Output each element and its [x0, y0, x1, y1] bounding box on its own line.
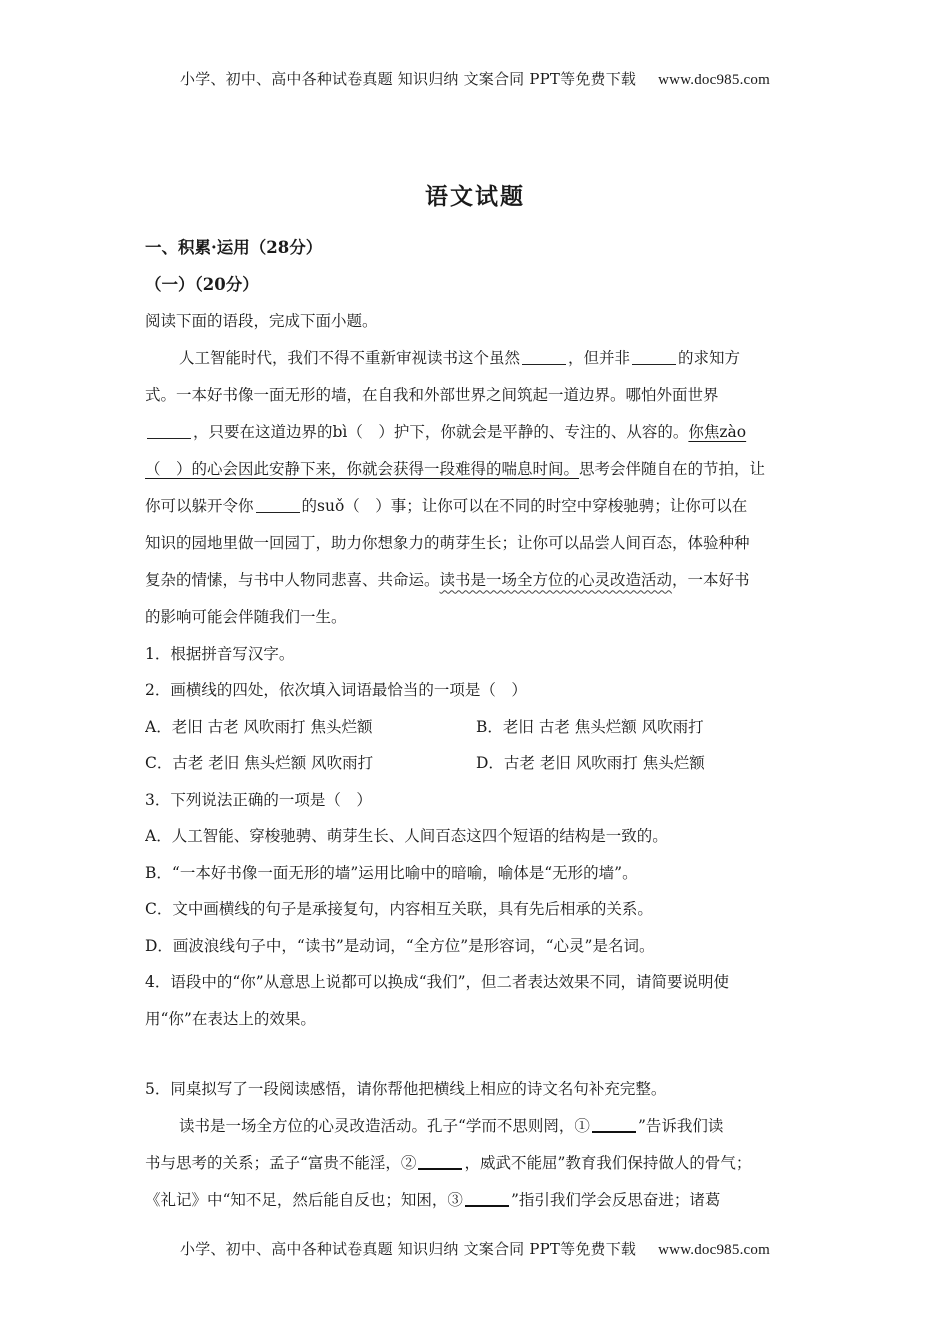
- passage-text: 思考会伴随自在的节拍，让: [579, 459, 766, 478]
- passage-text: ，但并非: [568, 348, 631, 367]
- passage-text: 复杂的情愫，与书中人物同悲喜、共命运。: [145, 570, 440, 589]
- blank-1: [522, 346, 566, 365]
- question-1: 1．根据拼音写汉字。: [145, 644, 295, 663]
- passage-line-1: [145, 340, 807, 377]
- question-3: 3．下列说法正确的一项是（ ）: [145, 790, 372, 809]
- passage-text: 的suǒ（ ）事；让你可以在不同的时空中穿梭驰骋；让你可以在: [301, 496, 748, 515]
- page-header: [0, 68, 950, 89]
- passage-text: 的求知方: [678, 348, 741, 367]
- passage-line-2: 式。一本好书像一面无形的墙，在自我和外部世界之间筑起一道边界。哪怕外面世界: [145, 385, 719, 404]
- question-2: 2．画横线的四处，依次填入词语最恰当的一项是（ ）: [145, 681, 527, 699]
- question-2-options-row-2: [145, 745, 807, 782]
- footer-site: www.doc985.com: [658, 1242, 770, 1258]
- footer-text: 小学、初中、高中各种试卷真题 知识归纳 文案合同 PPT等免费下载: [180, 1240, 637, 1258]
- passage-line-7: [145, 562, 807, 599]
- option-d: D．画波浪线句子中，“读书”是动词，“全方位”是形容词，“心灵”是名词。: [145, 936, 655, 955]
- option-a: A．老旧 古老 风吹雨打 焦头烂额: [145, 717, 373, 736]
- blank-4: [256, 494, 300, 513]
- wavy-sentence: 读书是一场全方位的心灵改造活动: [439, 570, 673, 589]
- fill-blank-2[interactable]: [418, 1150, 462, 1170]
- option-b: B．老旧 古老 焦头烂额 风吹雨打: [476, 717, 704, 736]
- exam-content: [145, 230, 807, 1219]
- passage-line-8: 的影响可能会伴随我们一生。: [145, 607, 347, 626]
- question-5: 5．同桌拟写了一段阅读感悟，请你帮他把横线上相应的诗文名句补充完整。: [145, 1080, 667, 1098]
- blank-3: [147, 420, 191, 439]
- page-footer: [0, 1238, 950, 1259]
- passage-line-6: 知识的园地里做一回园丁，助力你想象力的萌芽生长；让你可以品尝人间百态，体验种种: [145, 533, 750, 552]
- fill-blank-1[interactable]: [592, 1113, 636, 1133]
- passage-text: 人工智能时代，我们不得不重新审视读书这个虽然: [179, 348, 521, 367]
- passage-line-5: [145, 488, 807, 525]
- underlined-sentence: （ ）的心会因此安静下来，你就会获得一段难得的喘息时间。: [145, 459, 580, 478]
- question-text: 《礼记》中“知不足，然后能自反也；知困，③: [145, 1190, 463, 1209]
- option-a: A．人工智能、穿梭驰骋、萌芽生长、人间百态这四个短语的结构是一致的。: [145, 827, 668, 845]
- question-2-options-row-1: [145, 709, 807, 746]
- header-text: 小学、初中、高中各种试卷真题 知识归纳 文案合同 PPT等免费下载: [180, 70, 637, 88]
- option-c: C．古老 老旧 焦头烂额 风吹雨打: [145, 754, 374, 772]
- answer-space: [145, 1037, 807, 1071]
- section-heading: 一、积累·运用（28分）: [145, 238, 323, 257]
- option-b: B．“一本好书像一面无形的墙”运用比喻中的暗喻，喻体是“无形的墙”。: [145, 863, 638, 882]
- question-4: 4．语段中的“你”从意思上说都可以换成“我们”，但二者表达效果不同，请简要说明使: [145, 973, 730, 991]
- passage-text: 你可以躲开令你: [145, 496, 254, 515]
- page-title: 语文试题: [425, 183, 525, 210]
- header-site: www.doc985.com: [658, 72, 770, 88]
- passage-text: ，只要在这道边界的bì（ ）护下，你就会是平静的、专注的、从容的。: [193, 422, 689, 441]
- question-5-line-1: [145, 1108, 807, 1145]
- option-d: D．古老 老旧 风吹雨打 焦头烂额: [476, 754, 705, 772]
- passage-text: ，一本好书: [672, 570, 750, 589]
- question-text: ”告诉我们读: [637, 1116, 724, 1135]
- intro-text: 阅读下面的语段，完成下面小题。: [145, 312, 378, 330]
- part-heading: （一）（20分）: [145, 274, 259, 294]
- question-text: 书与思考的关系；孟子“富贵不能淫，②: [145, 1153, 417, 1172]
- passage-line-3: [145, 414, 807, 451]
- question-text: ，威武不能屈”教育我们保持做人的骨气；: [464, 1153, 752, 1172]
- question-5-line-2: [145, 1145, 807, 1182]
- blank-2: [632, 346, 676, 365]
- underlined-sentence: 你焦zào: [688, 422, 747, 441]
- question-4-cont: 用“你”在表达上的效果。: [145, 1009, 316, 1028]
- passage-line-4: [145, 451, 807, 488]
- option-c: C．文中画横线的句子是承接复句，内容相互关联，具有先后相承的关系。: [145, 900, 653, 918]
- question-text: 读书是一场全方位的心灵改造活动。孔子“学而不思则罔，①: [179, 1116, 590, 1135]
- question-text: ”指引我们学会反思奋进；诸葛: [510, 1190, 721, 1209]
- question-5-line-3: [145, 1182, 807, 1219]
- fill-blank-3[interactable]: [465, 1187, 509, 1207]
